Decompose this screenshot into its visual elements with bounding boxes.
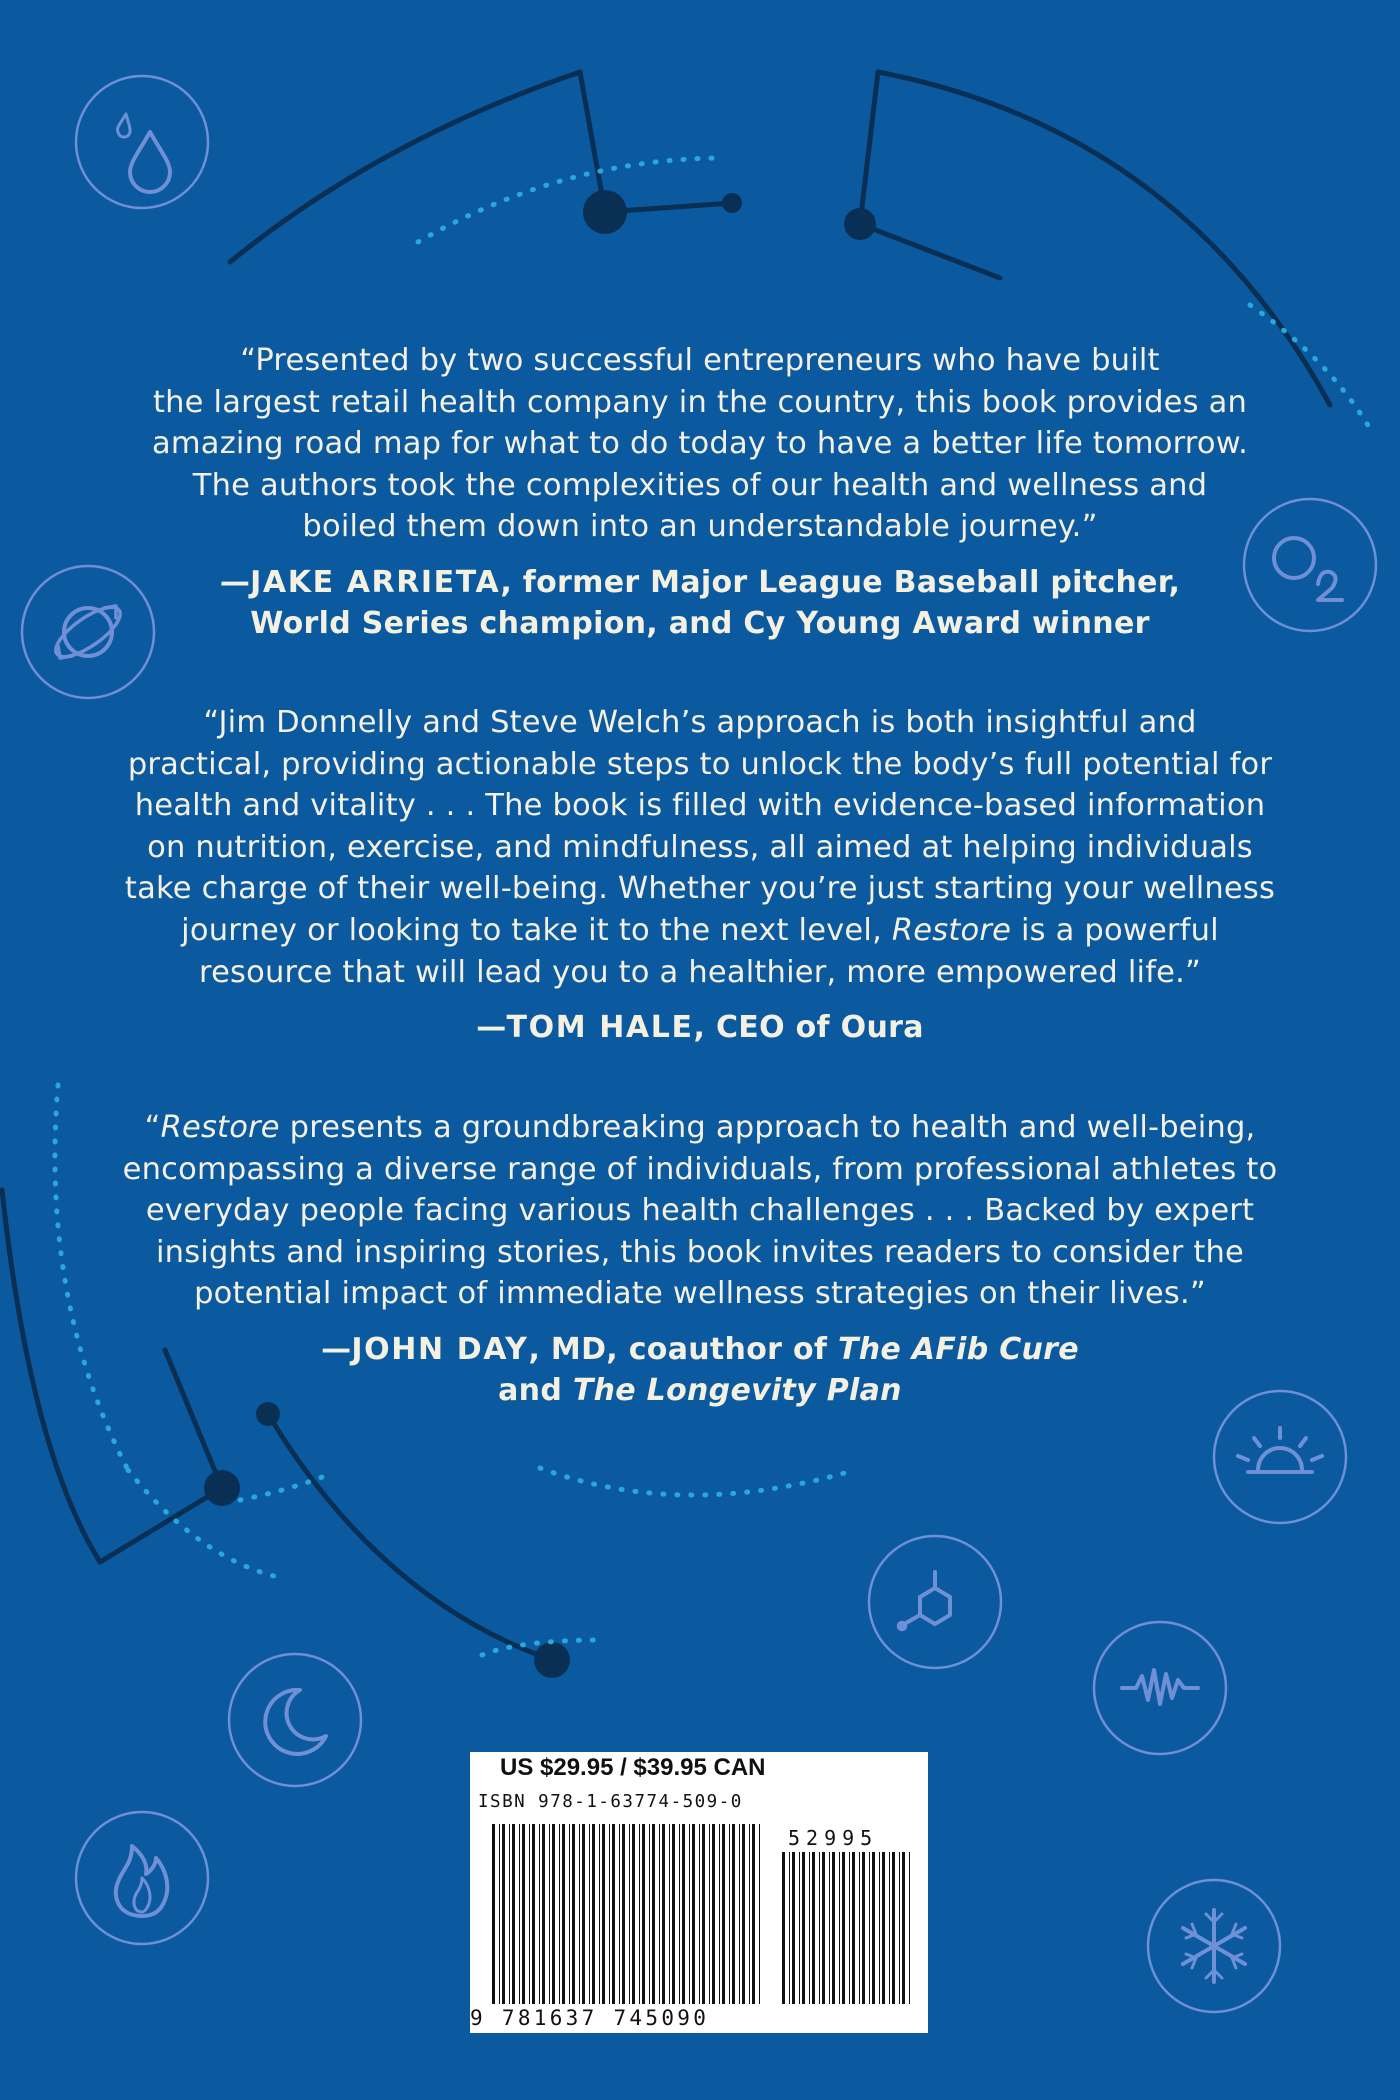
book-title: Restore [160,1110,280,1145]
barcode-bar [632,1824,635,2004]
attribution-title: , former Major League Baseball pitcher, [500,564,1181,600]
quote-attribution [100,562,1300,644]
barcode-bar [872,1852,875,2004]
arc-line [268,1414,552,1660]
quote-attribution [100,1329,1300,1411]
barcode-bar [529,1824,530,2004]
quote-line: “ [144,1110,161,1145]
quote-line: everyday people facing various health challenges . . . Backed by expert [145,1193,1255,1229]
barcode-bar [549,1824,550,2004]
barcode-bar [789,1852,790,2004]
barcode-bar [682,1824,685,2004]
barcode-bar [639,1824,640,2004]
barcode-bar [822,1852,825,2004]
attribution-title: , CEO of Oura [693,1010,924,1046]
quote-line: “Jim Donnelly and Steve Welch’s approach is both insightful and [203,705,1197,740]
barcode-bar [662,1824,665,2004]
node-dot [583,190,627,234]
endorsement-quote-2 [100,702,1300,1048]
endorsement-quote-1 [100,340,1300,644]
quote-text [100,1107,1300,1315]
barcode-bar [742,1824,745,2004]
barcode-bar [792,1852,795,2004]
barcode-bar [749,1824,750,2004]
barcode-bar [869,1852,870,2004]
node-dot [204,1470,240,1506]
barcode-bar [672,1824,675,2004]
barcode-bar [509,1824,510,2004]
barcode-bar [739,1824,740,2004]
molecule-icon [869,1536,1001,1668]
barcode-bar [602,1824,605,2004]
barcode-bar [722,1824,725,2004]
cited-book-title: The Longevity Plan [572,1372,902,1408]
barcode-bar [512,1824,515,2004]
connector-line [860,72,1000,278]
barcode-bar [902,1852,905,2004]
barcode-bar [642,1824,645,2004]
barcode-bar [882,1852,885,2004]
barcode-bar [759,1824,760,2004]
quote-line: amazing road map for what to do today to have a better life tomorrow. [152,426,1248,462]
heartbeat-icon [1094,1622,1226,1754]
barcode-bar [692,1824,695,2004]
snowflake-icon [1148,1880,1280,2012]
barcode-bar [909,1852,910,2004]
barcode-bar [852,1852,855,2004]
attribution-name: JOHN DAY [351,1331,529,1367]
barcode-bar [879,1852,880,2004]
water-drop-icon [76,76,208,208]
barcode-bar [669,1824,670,2004]
node-dot [844,208,876,240]
book-title: Restore [891,912,1012,948]
barcode-bar [802,1852,805,2004]
barcode-bar [719,1824,720,2004]
barcode-bar [572,1824,575,2004]
arc-line [2,1190,100,1562]
attribution-title: and [498,1372,573,1408]
barcode-bar [712,1824,715,2004]
quote-line: practical, providing actionable steps to unlock the body’s full potential for [127,746,1273,782]
attribution-title: World Series champion, and Cy Young Award winner [250,605,1150,641]
barcode-bar [849,1852,850,2004]
barcode-bar [569,1824,570,2004]
barcode-bar [819,1852,820,2004]
quote-line: journey or looking to take it to the next level, [181,912,882,948]
quote-line: resource that will lead you to a healthier, more empowered life.” [199,954,1201,990]
barcode-bar [809,1852,810,2004]
quote-attribution [100,1007,1300,1048]
ean-digits: 9 781637 745090 [470,2006,710,2030]
barcode-bar [899,1852,900,2004]
barcode-bar [612,1824,615,2004]
barcode-bar [522,1824,525,2004]
barcode-bar [589,1824,590,2004]
barcode-bar [629,1824,630,2004]
barcode-bar [709,1824,710,2004]
barcode-bar [542,1824,545,2004]
barcode-bar [732,1824,735,2004]
barcode-bar [699,1824,700,2004]
attribution-name: TOM HALE [506,1010,694,1046]
attribution-dash: — [219,564,251,600]
quote-text [100,702,1300,993]
barcode-bar [609,1824,610,2004]
barcode-bar [619,1824,620,2004]
barcode-bar [532,1824,535,2004]
barcode-bar [562,1824,565,2004]
price-code-label: 52995 [788,1826,879,1850]
quote-line: potential impact of immediate wellness strategies on their lives.” [194,1276,1206,1312]
barcode-bar [539,1824,540,2004]
barcode-bar [752,1824,755,2004]
barcode-bar [599,1824,600,2004]
barcode-bar [889,1852,890,2004]
barcode-bar [862,1852,865,2004]
quote-line: health and vitality . . . The book is filled with evidence-based information [134,788,1266,824]
dotted-arc [540,1468,848,1495]
barcode-bar [622,1824,625,2004]
barcode-bar [519,1824,520,2004]
quote-line: boiled them down into an understandable journey.” [302,509,1098,545]
barcode-bar [799,1852,800,2004]
barcode-bar [559,1824,560,2004]
barcode-bar [842,1852,845,2004]
node-dot [722,193,742,213]
barcode-bar [702,1824,705,2004]
barcode-bar [492,1824,495,2004]
barcode-bar [582,1824,585,2004]
quote-line: “Presented by two successful entrepreneurs who have built [240,343,1160,378]
moon-icon [229,1654,361,1786]
dotted-arc [418,158,718,242]
node-dot [534,1642,570,1678]
quote-line: insights and inspiring stories, this book invites readers to consider the [155,1234,1245,1270]
barcode-bar [502,1824,505,2004]
barcode-bar [552,1824,555,2004]
quote-line: presents a groundbreaking approach to health and well-being, [279,1110,1256,1145]
arc-line [230,72,580,262]
quote-line: on nutrition, exercise, and mindfulness, all aimed at helping individuals [147,829,1253,865]
barcode-bar [592,1824,595,2004]
quote-line: take charge of their well-being. Whether you’re just starting your wellness [124,871,1276,907]
barcode-bar [812,1852,815,2004]
attribution-dash: — [321,1331,352,1367]
attribution-title: , MD, coauthor of [528,1331,838,1367]
barcode-bar [892,1852,895,2004]
barcode-bar [832,1852,835,2004]
barcode-bar [499,1824,500,2004]
quote-line: encompassing a diverse range of individuals, from professional athletes to [122,1151,1278,1187]
attribution-dash: — [476,1010,507,1046]
isbn-label: ISBN 978-1-63774-509-0 [478,1792,743,1812]
cited-book-title: The AFib Cure [837,1331,1079,1367]
barcode-bar [829,1852,830,2004]
quote-line: The authors took the complexities of our health and wellness and [192,467,1208,503]
barcode-bar [839,1852,840,2004]
barcode-bar [859,1852,860,2004]
barcode-bar [782,1852,785,2004]
price-label: US $29.95 / $39.95 CAN [500,1754,766,1781]
barcode-block [470,1752,928,2033]
barcode-bar [729,1824,730,2004]
barcode-bar [579,1824,580,2004]
endorsement-quote-3 [100,1107,1300,1411]
barcode-bar [659,1824,660,2004]
attribution-name: JAKE ARRIETA [250,564,501,600]
barcode-bar [649,1824,650,2004]
quote-line: the largest retail health company in the country, this book provides an [152,384,1248,420]
quote-text [100,340,1300,548]
flame-icon [76,1812,208,1944]
barcode-bar [679,1824,680,2004]
quote-line: is a powerful [1011,912,1219,948]
barcode-bar [652,1824,655,2004]
barcode-bar [689,1824,690,2004]
